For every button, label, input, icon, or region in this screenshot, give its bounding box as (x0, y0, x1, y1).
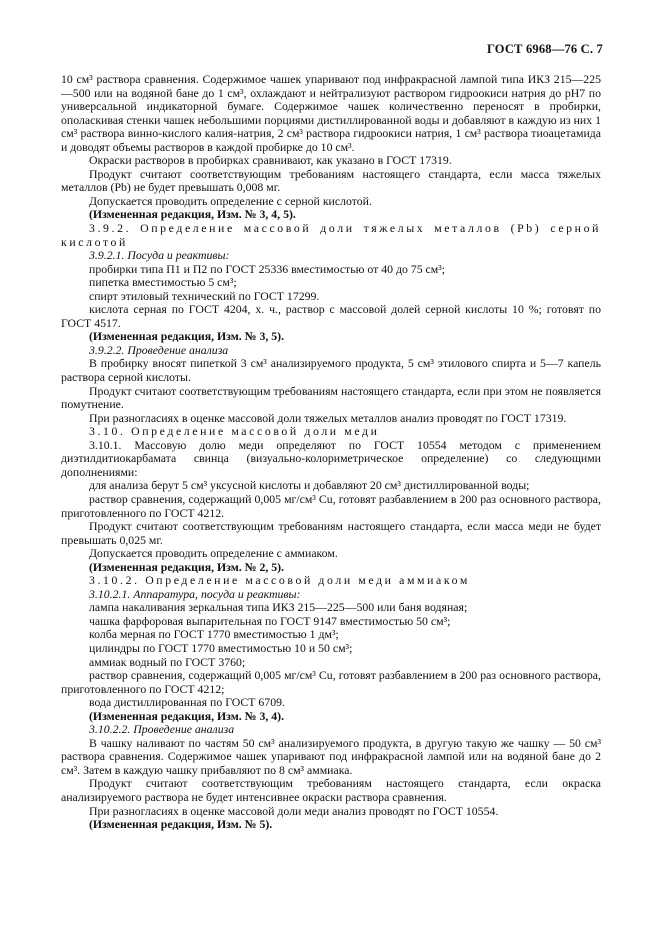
paragraph: Допускается проводить определение с серной кислотой. (89, 193, 372, 208)
paragraph: 3.10. Определение массовой доли меди (89, 424, 380, 439)
paragraph: вода дистиллированная по ГОСТ 6709. (89, 695, 285, 710)
paragraph: аммиак водный по ГОСТ 3760; (89, 654, 246, 669)
paragraph: 3.10.1. Массовую долю меди определяют по ГОСТ 10554 методом с применением диэтилдитиокарбамата свинца (визуально-колориметрическое определение) со следующими дополнениями: (61, 437, 601, 479)
paragraph: (Измененная редакция, Изм. № 3, 4). (89, 708, 285, 723)
paragraph: раствор сравнения, содержащий 0,005 мг/см³ Cu, готовят разбавлением в 200 раз основного раствора, приготовленного по ГОСТ 4212; (61, 668, 601, 696)
paragraph: 10 см³ раствора сравнения. Содержимое чашек упаривают под инфракрасной лампой типа ИКЗ 215—225—500 или на водяной бане до 1 см³, охлаждают и нейтрализуют раствором гидроокиси натрия до рН7 по универсальной индикаторной бумаге. Содержимое чашек количественно переносят в пробирки, ополаскивая стенки чашек небольшими порциями дистиллированной воды и добавляют в каждую из них 1 см³ раствора винно-кислого калия-натрия, 2 см³ раствора гидроокиси натрия, 1 см³ раствора тиоацетамида и доводят объемы растворов в каждой пробирке до 10 см³. (61, 72, 601, 154)
paragraph: В чашку наливают по частям 50 см³ анализируемого продукта, в другую такую же чашку — 50 см³ раствора сравнения. Содержимое чашек упаривают под инфракрасной лампой или на водяной бане до 2 см³. Затем в каждую чашку прибавляют по 8 см³ аммиака. (61, 735, 601, 777)
paragraph: При разногласиях в оценке массовой доли меди анализ проводят по ГОСТ 10554. (89, 803, 499, 818)
document-body (61, 73, 601, 832)
paragraph: Допускается проводить определение с аммиаком. (89, 546, 338, 561)
paragraph: Продукт считают соответствующим требованиям настоящего стандарта, если масса тяжелых металлов (Pb) не будет превышать 0,008 мг. (61, 166, 601, 195)
paragraph: лампа накаливания зеркальная типа ИКЗ 215—225—500 или баня водяная; (89, 600, 468, 615)
paragraph: пробирки типа П1 и П2 по ГОСТ 25336 вместимостью от 40 до 75 см³; (89, 261, 446, 276)
paragraph: кислота серная по ГОСТ 4204, х. ч., раствор с массовой долей серной кислоты 10 %; готовят по ГОСТ 4517. (61, 302, 601, 330)
paragraph: 3.10.2.1. Аппаратура, посуда и реактивы: (89, 586, 301, 601)
paragraph: раствор сравнения, содержащий 0,005 мг/см³ Cu, готовят разбавлением в 200 раз основного раствора, приготовленного по ГОСТ 4212. (61, 491, 601, 520)
paragraph: (Измененная редакция, Изм. № 5). (89, 817, 273, 832)
paragraph: чашка фарфоровая выпарительная по ГОСТ 9147 вместимостью 50 см³; (89, 613, 451, 628)
paragraph: 3.9.2.1. Посуда и реактивы: (89, 248, 230, 263)
paragraph: Продукт считают соответствующим требованиям настоящего стандарта, если масса меди не будет превышать 0,025 мг. (61, 519, 601, 547)
paragraph: (Измененная редакция, Изм. № 3, 5). (89, 329, 285, 344)
paragraph: При разногласиях в оценке массовой доли тяжелых металлов анализ проводят по ГОСТ 17319. (89, 410, 567, 425)
paragraph: Продукт считают соответствующим требованиям настоящего стандарта, если окраска анализируемого раствора не будет интенсивнее окраски раствора сравнения. (61, 776, 601, 804)
paragraph: 3.9.2. Определение массовой доли тяжелых металлов (Pb) серной кислотой (61, 221, 601, 249)
paragraph: Продукт считают соответствующим требованиям настоящего стандарта, если при этом не появляется помутнение. (61, 383, 601, 412)
page-header: ГОСТ 6968—76 С. 7 (486, 42, 603, 56)
paragraph: колба мерная по ГОСТ 1770 вместимостью 1 дм³; (89, 627, 339, 642)
paragraph: спирт этиловый технический по ГОСТ 17299. (89, 288, 320, 303)
paragraph: 3.10.2. Определение массовой доли меди аммиаком (89, 573, 470, 588)
paragraph: пипетка вместимостью 5 см³; (89, 275, 237, 290)
paragraph: (Измененная редакция, Изм. № 2, 5). (89, 559, 285, 574)
paragraph: Окраски растворов в пробирках сравнивают, как указано в ГОСТ 17319. (89, 153, 452, 168)
paragraph: В пробирку вносят пипеткой 3 см³ анализируемого продукта, 5 см³ этилового спирта и 5—7 капель раствора серной кислоты. (61, 356, 601, 385)
paragraph: цилиндры по ГОСТ 1770 вместимостью 10 и 50 см³; (89, 640, 353, 655)
paragraph: для анализа берут 5 см³ уксусной кислоты и добавляют 20 см³ дистиллированной воды; (89, 478, 530, 493)
paragraph: 3.10.2.2. Проведение анализа (89, 722, 235, 737)
paragraph: (Измененная редакция, Изм. № 3, 4, 5). (89, 207, 296, 222)
paragraph: 3.9.2.2. Проведение анализа (89, 342, 229, 357)
